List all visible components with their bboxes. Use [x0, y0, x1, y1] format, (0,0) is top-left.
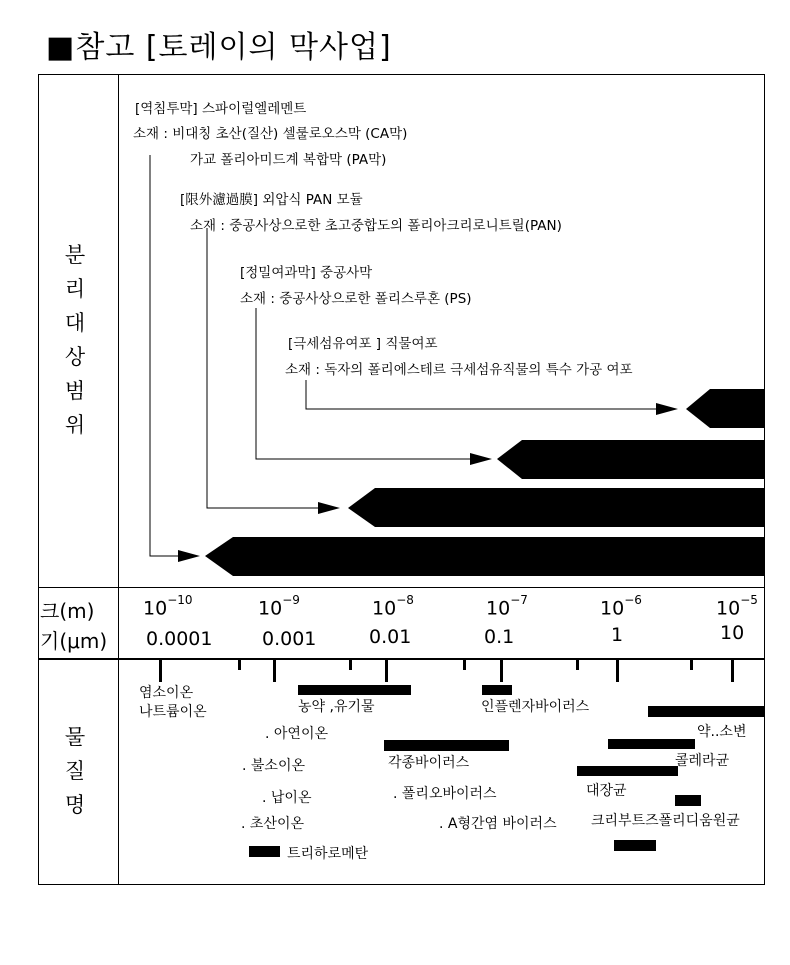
ecoli-bar: [577, 766, 678, 776]
extra-bar: [614, 840, 656, 851]
trihalomethane-label: 트리하로메탄: [287, 846, 369, 862]
separation-range-label: 분 리 대 상 범 위: [64, 243, 86, 437]
thm-bar: [249, 846, 280, 857]
pesticide-label: 농약 ,유기물: [298, 699, 375, 715]
major-tick: [273, 658, 276, 682]
tick-label-1e-7: $10^{-7}$: [486, 593, 528, 620]
micron-label-1: 1: [611, 624, 624, 646]
ro-header: [역침투막] 스파이럴엘레멘트: [135, 101, 307, 117]
micron-label-10: 10: [720, 622, 745, 644]
ecoli-label: 대장균: [586, 783, 627, 799]
tick-label-1e-8: $10^{-8}$: [372, 593, 414, 620]
fabric-material: 소재 : 독자의 폴리에스테르 극세섬유직물의 특수 가공 여포: [285, 362, 633, 378]
drug-label: 약..소변: [697, 724, 747, 740]
tick-label-1e-10: $10^{-10}$: [143, 593, 193, 620]
drug-bar: [648, 706, 765, 717]
hepatitis-a-label: . A형간염 바이러스: [439, 816, 557, 832]
crypto-label: 크리부트즈폴리디움원균: [591, 813, 740, 829]
cholera-label: 콜레라균: [675, 753, 730, 769]
minor-tick: [463, 658, 466, 670]
tick-label-1e-9: $10^{-9}$: [258, 593, 300, 620]
pesticide-bar: [298, 685, 411, 695]
uf-header: [限外濾過膜] 외압식 PAN 모듈: [180, 192, 363, 208]
substance-name-label: 물 질 명: [64, 725, 86, 817]
minor-tick: [349, 658, 352, 670]
size-um-label: 기(μm): [40, 629, 108, 653]
tick-label-1e-6: $10^{-6}$: [600, 593, 642, 620]
fluoride-ion-label: . 불소이온: [242, 758, 305, 774]
major-tick: [500, 658, 503, 682]
influenza-bar: [482, 685, 512, 695]
polio-label: . 폴리오바이러스: [393, 786, 497, 802]
major-tick: [616, 658, 619, 682]
fabric-header: [극세섬유여포 ] 직물여포: [288, 336, 438, 352]
influenza-label: 인플렌자바이러스: [481, 699, 590, 715]
major-tick: [159, 658, 162, 682]
micron-label-0.1: 0.1: [484, 626, 515, 648]
virus-bar: [384, 740, 509, 751]
micron-label-0.0001: 0.0001: [146, 628, 213, 650]
chloride-ion-label: 염소이온: [139, 685, 194, 701]
minor-tick: [238, 658, 241, 670]
micron-label-0.001: 0.001: [262, 628, 317, 650]
size-m-label: 크(m): [40, 599, 95, 623]
nitrate-ion-label: . 초산이온: [241, 816, 304, 832]
crypto-bar: [675, 795, 701, 806]
mf-header: [정밀여과막] 중공사막: [240, 265, 373, 281]
sodium-ion-label: 나트륨이온: [139, 704, 207, 720]
major-tick: [731, 658, 734, 682]
virus-label: 각종바이러스: [388, 755, 470, 771]
tick-label-1e-5: $10^{-5}$: [716, 593, 758, 620]
cholera-bar: [608, 739, 695, 749]
lead-ion-label: . 납이온: [262, 790, 312, 806]
minor-tick: [576, 658, 579, 670]
uf-material: 소재 : 중공사상으로한 초고중합도의 폴리아크리로니트릴(PAN): [190, 218, 562, 234]
ro-material-2: 가교 폴리아미드계 복합막 (PA막): [190, 152, 387, 168]
minor-tick: [690, 658, 693, 670]
page-title: ■참고 [토레이의 막사업]: [46, 30, 392, 65]
ro-material: 소재 : 비대칭 초산(질산) 셀룰로오스막 (CA막): [133, 126, 408, 142]
major-tick: [385, 658, 388, 682]
zinc-ion-label: . 아연이온: [265, 726, 328, 742]
mf-material: 소재 : 중공사상으로한 폴리스루혼 (PS): [240, 291, 472, 307]
micron-label-0.01: 0.01: [369, 626, 412, 648]
